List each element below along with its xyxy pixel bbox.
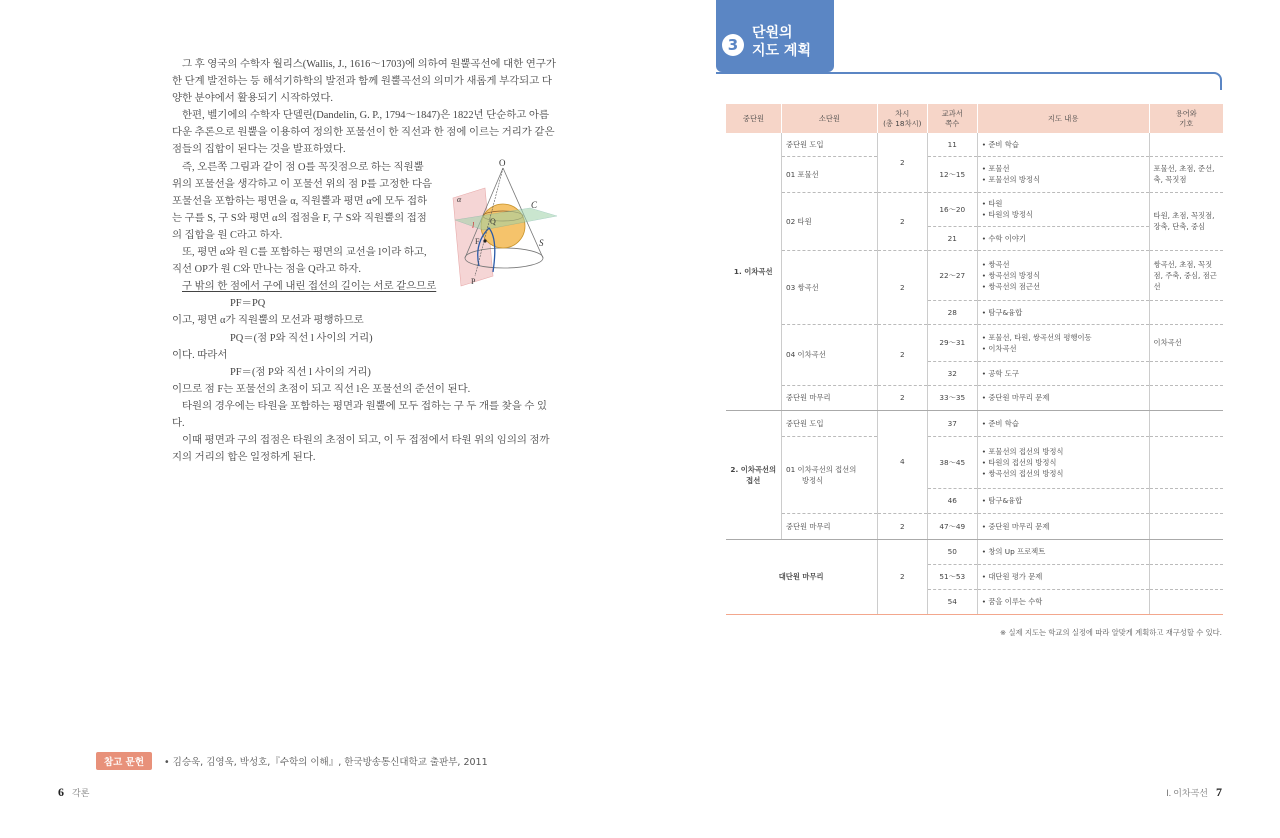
cell-page: 54 — [927, 589, 977, 614]
cell-page: 28 — [927, 300, 977, 324]
cell-page: 46 — [927, 488, 977, 513]
cell-page: 29～31 — [927, 324, 977, 361]
cell-content: • 공학 도구 — [977, 361, 1149, 385]
cell-hours: 2 — [877, 324, 927, 385]
cell-page: 37 — [927, 410, 977, 436]
table-row — [726, 410, 1224, 436]
cell-small: 중단원 마무리 — [781, 513, 877, 539]
cell-page: 33～35 — [927, 385, 977, 410]
cell-hours: 2 — [877, 539, 927, 614]
label-q: Q — [490, 217, 496, 226]
equation: PQ＝(점 P와 직선 l 사이의 거리) — [230, 332, 373, 344]
title-line: 지도 계획 — [752, 43, 811, 59]
label-l: l — [472, 221, 475, 230]
header-hours: 차시 (총 18차시) — [877, 104, 927, 133]
cell-hours: 2 — [877, 385, 927, 410]
table-row — [726, 513, 1224, 539]
label-f: F — [475, 237, 480, 246]
cell-content: • 포물선, 타원, 쌍곡선의 평행이동 • 이차곡선 — [977, 324, 1149, 361]
table-row — [726, 192, 1224, 226]
cell-page: 50 — [927, 539, 977, 564]
section-badge — [716, 0, 834, 72]
cell-terms — [1149, 436, 1223, 488]
cell-terms — [1149, 513, 1223, 539]
cell-page: 11 — [927, 133, 977, 156]
page-number: 6 — [58, 785, 64, 799]
label-c: C — [531, 200, 538, 210]
cell-small: 중단원 도입 — [781, 133, 877, 156]
cone-diagram — [445, 158, 565, 293]
cell-small: 03 쌍곡선 — [781, 250, 877, 324]
page-footer-left — [58, 785, 89, 800]
cell-hours: 2 — [877, 192, 927, 250]
label-alpha: α — [457, 195, 462, 204]
cell-terms: 이차곡선 — [1149, 324, 1223, 361]
header-content: 지도 내용 — [977, 104, 1149, 133]
cell-small: 02 타원 — [781, 192, 877, 250]
cell-terms: 포물선, 초점, 준선, 축, 꼭짓점 — [1149, 156, 1223, 192]
table-note: ※ 실제 지도는 학교의 실정에 따라 알맞게 계획하고 재구성할 수 있다. — [1000, 628, 1222, 637]
paragraph: 이므로 점 F는 포물선의 초점이 되고 직선 l은 포물선의 준선이 된다. — [172, 383, 471, 395]
label-s: S — [539, 238, 544, 248]
cell-terms — [1149, 589, 1223, 614]
cell-terms — [1149, 564, 1223, 589]
page-footer-right — [1166, 785, 1222, 800]
reference-text: • 김승욱, 김영욱, 박성호,『수학의 이해』, 한국방송통신대학교 출판부, 2011 — [164, 757, 488, 768]
cell-page: 47～49 — [927, 513, 977, 539]
cell-page: 32 — [927, 361, 977, 385]
cell-page: 21 — [927, 226, 977, 250]
dandelin-sphere-figure — [445, 158, 565, 293]
cell-content: • 쌍곡선 • 쌍곡선의 방정식 • 쌍곡선의 점근선 — [977, 250, 1149, 300]
table-row — [726, 156, 1224, 192]
cell-small: 중단원 도입 — [781, 410, 877, 436]
section-number: 3 — [722, 34, 744, 56]
cell-content: • 준비 학습 — [977, 133, 1149, 156]
paragraph: 그 후 영국의 수학자 월리스(Wallis, J., 1616～1703)에 의하여 원뿔곡선에 대한 연구가 한 단계 발전하는 등 해석기하학의 발전과 함께 원뿔곡선의 의미가 새롭게 부각되고 다양한 분야에서 활용되기 시작하였다. — [172, 59, 556, 105]
table-row — [726, 133, 1224, 156]
paragraph: 또, 평면 α와 원 C를 포함하는 평면의 교선을 l이라 하고, 직선 OP가 원 C와 만나는 점을 Q라고 하자. — [172, 247, 427, 276]
label-p: P — [471, 277, 476, 286]
reference-tag: 참고 문헌 — [96, 752, 152, 770]
cell-terms — [1149, 300, 1223, 324]
point-f — [483, 239, 486, 242]
cell-content: • 타원 • 타원의 방정식 — [977, 192, 1149, 226]
section-title — [752, 24, 811, 60]
cell-page: 12～15 — [927, 156, 977, 192]
section-2: 2. 이차곡선의 접선 — [726, 410, 782, 539]
cell-terms — [1149, 539, 1223, 564]
cell-page: 38～45 — [927, 436, 977, 488]
cell-content: • 창의 Up 프로젝트 — [977, 539, 1149, 564]
cell-terms: 타원, 초점, 꼭짓점, 장축, 단축, 중심 — [1149, 192, 1223, 250]
header-page: 교과서 쪽수 — [927, 104, 977, 133]
cell-content: • 탐구&융합 — [977, 300, 1149, 324]
paragraph: 이때 평면과 구의 접점은 타원의 초점이 되고, 이 두 접점에서 타원 위의 임의의 점까지의 거리의 합은 일정하게 된다. — [172, 435, 550, 464]
header-terms: 용어와 기호 — [1149, 104, 1223, 133]
paragraph: 이고, 평면 α가 직원뿔의 모선과 평행하므로 — [172, 315, 364, 327]
cell-content: • 포물선의 접선의 방정식 • 타원의 접선의 방정식 • 쌍곡선의 접선의 방정식 — [977, 436, 1149, 488]
cell-page: 16～20 — [927, 192, 977, 226]
cell-terms — [1149, 488, 1223, 513]
cell-terms — [1149, 133, 1223, 156]
underlined-text: 구 밖의 한 점에서 구에 내린 접선의 길이는 서로 같으므로 — [182, 281, 437, 293]
cell-terms — [1149, 410, 1223, 436]
cell-content: • 준비 학습 — [977, 410, 1149, 436]
cell-content: • 대단원 평가 문제 — [977, 564, 1149, 589]
paragraph: 타원의 경우에는 타원을 포함하는 평면과 원뿔에 모두 접하는 구 두 개를 찾을 수 있다. — [172, 400, 547, 429]
page-number: 7 — [1216, 785, 1222, 799]
header-mid: 중단원 — [726, 104, 782, 133]
cell-content: • 포물선 • 포물선의 방정식 — [977, 156, 1149, 192]
section-1: 1. 이차곡선 — [726, 133, 782, 410]
cell-content: • 중단원 마무리 문제 — [977, 385, 1149, 410]
cell-hours: 2 — [877, 133, 927, 192]
cell-page: 51～53 — [927, 564, 977, 589]
paragraph: 즉, 오른쪽 그림과 같이 점 O를 꼭짓점으로 하는 직원뿔 위의 포물선을 생각하고 이 포물선 위의 점 P를 고정한 다음 포물선을 포함하는 평면을 α, 직원뿔과 평면 α에 모두 접하는 구를 S, 구 S와 평면 α의 접점을 F, 구 S와 직원뿔의 접점의 집합을 원 C라고 하자. — [172, 161, 433, 241]
cell-terms: 쌍곡선, 초점, 꼭짓점, 주축, 중심, 점근선 — [1149, 250, 1223, 300]
cell-hours: 2 — [877, 250, 927, 324]
table-row — [726, 250, 1224, 300]
table-row — [726, 539, 1224, 564]
table-header-row — [726, 104, 1224, 133]
cell-terms — [1149, 385, 1223, 410]
cell-content: • 수학 이야기 — [977, 226, 1149, 250]
cell-content: • 꿈을 이루는 수학 — [977, 589, 1149, 614]
cell-small: 중단원 마무리 — [781, 385, 877, 410]
cell-content: • 탐구&융합 — [977, 488, 1149, 513]
cell-content: • 중단원 마무리 문제 — [977, 513, 1149, 539]
table-row — [726, 385, 1224, 410]
page-label: 각론 — [72, 788, 90, 798]
table-row — [726, 324, 1224, 361]
header-small: 소단원 — [781, 104, 877, 133]
cell-small: 04 이차곡선 — [781, 324, 877, 385]
reference-section — [96, 752, 488, 770]
cell-small: 01 이차곡선의 접선의 방정식 — [781, 436, 877, 513]
cell-hours: 2 — [877, 513, 927, 539]
equation: PF＝(점 P와 직선 l 사이의 거리) — [230, 366, 371, 378]
cell-page: 22～27 — [927, 250, 977, 300]
title-line: 단원의 — [752, 25, 793, 41]
page-label: Ⅰ. 이차곡선 — [1166, 788, 1208, 798]
paragraph: 한편, 벨기에의 수학자 단델린(Dandelin, G. P., 1794～1847)은 1822년 단순하고 아름다운 추론으로 원뿔을 이용하여 정의한 포물선이 한 직선과 한 점에 이르는 거리가 같은 점들의 집합이 된다는 것을 발표하였다. — [172, 110, 555, 156]
plan-table — [725, 104, 1223, 615]
header-rule — [716, 72, 1222, 90]
cell-terms — [1149, 361, 1223, 385]
label-o: O — [499, 158, 506, 168]
section-3: 대단원 마무리 — [726, 539, 878, 614]
cell-small: 01 포물선 — [781, 156, 877, 192]
paragraph: 이다. 따라서 — [172, 349, 228, 361]
cell-hours: 4 — [877, 410, 927, 513]
table-row — [726, 436, 1224, 488]
equation: PF＝PQ — [230, 298, 266, 310]
